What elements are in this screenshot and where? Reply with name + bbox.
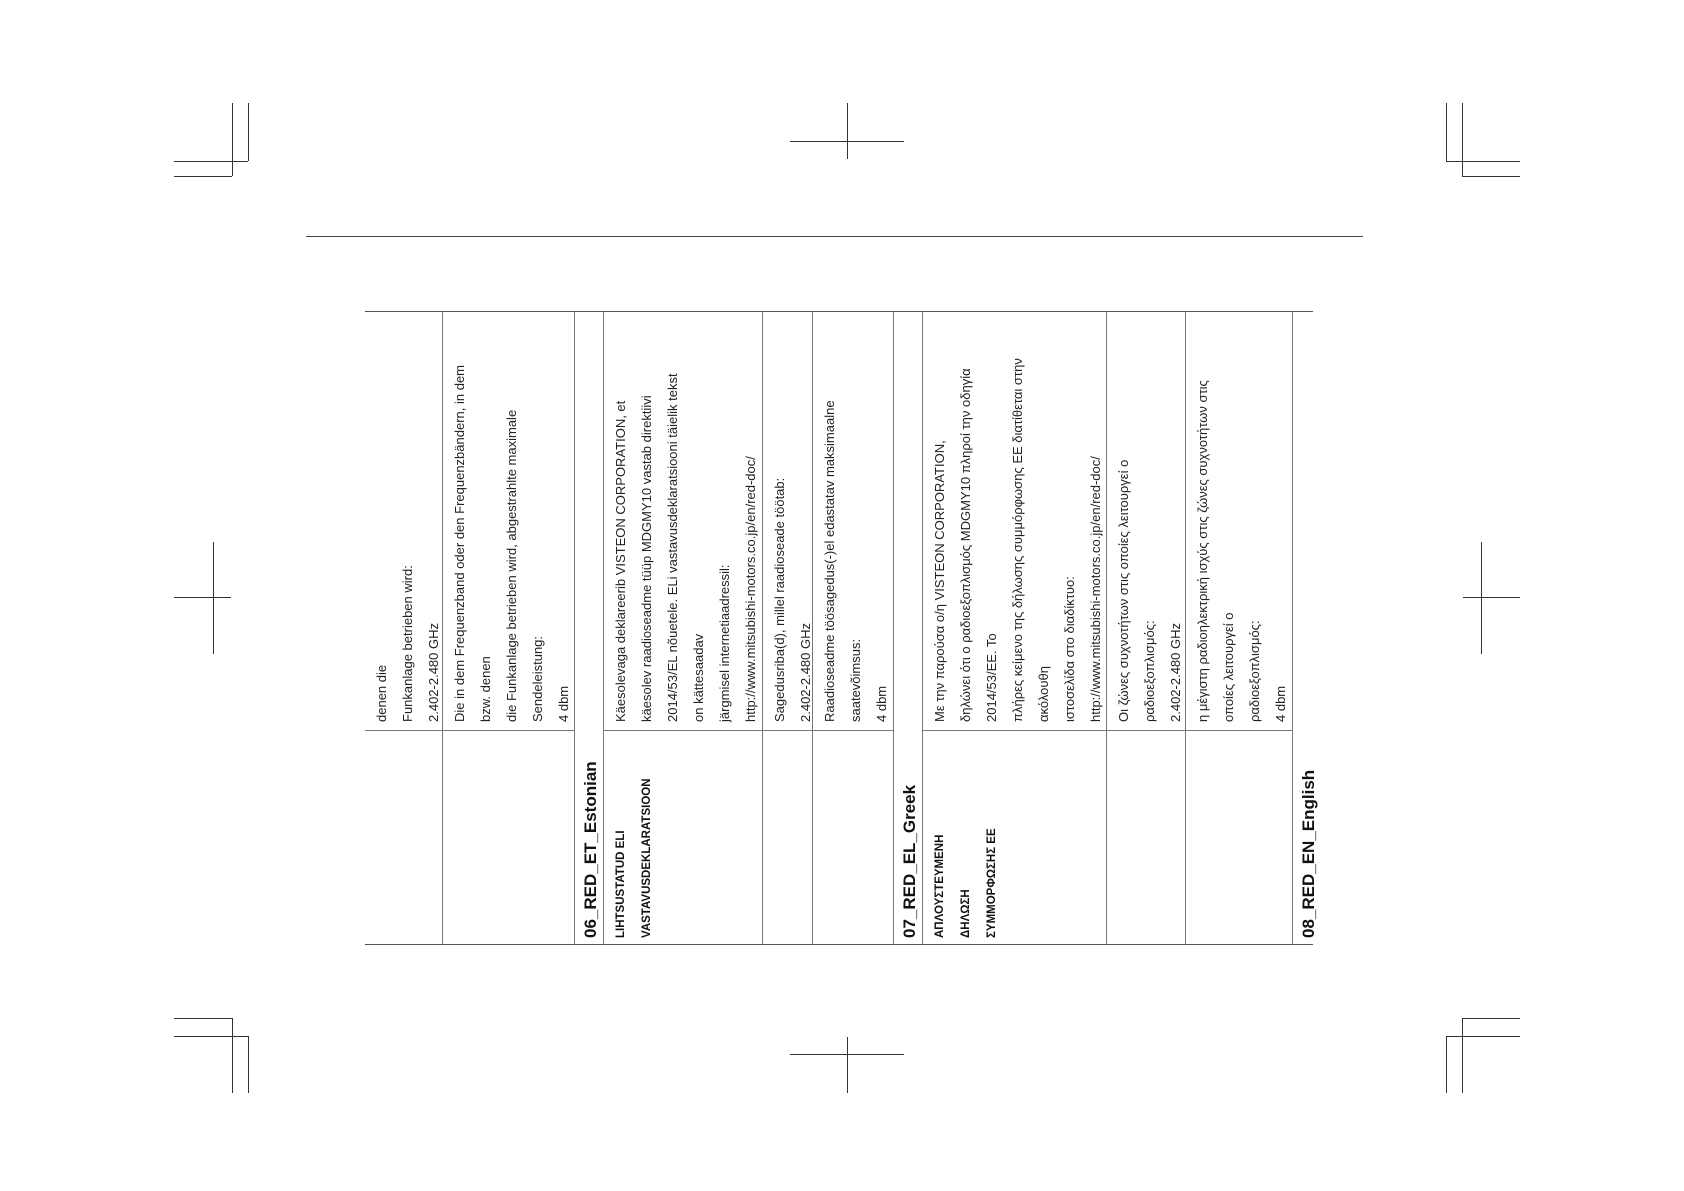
table-row-de-frequency bbox=[365, 312, 443, 944]
cell-line: η μέγιστη ραδιοηλεκτρική ισχύς στις ζώνες συχνοτήτων στις bbox=[1195, 380, 1210, 722]
cell-line: saatevõimsus: bbox=[848, 638, 863, 722]
table-row-de-power bbox=[443, 312, 575, 944]
cell-line: on kättesaadav bbox=[691, 633, 706, 722]
cell-line: Οι ζώνες συχνοτήτων στις οποίες λειτουργεί ο bbox=[1116, 459, 1131, 722]
table-row-el-power bbox=[1186, 312, 1293, 944]
cell-line: 2014/53/EL nõuetele. ELi vastavusdeklaratsiooni täielik tekst bbox=[665, 373, 680, 722]
cell-line: 2.402-2.480 GHz bbox=[798, 622, 813, 722]
cell-line: 4 dbm bbox=[556, 685, 571, 722]
table-row-et-frequency bbox=[763, 312, 813, 944]
row-label: LIHTSUSTATUD ELI bbox=[615, 830, 627, 938]
table-row-et-declaration bbox=[604, 312, 763, 944]
cell-line: 4 dbm bbox=[1273, 685, 1288, 722]
cell-line: Με την παρούσα ο/η VISTEON CORPORATION, bbox=[932, 440, 947, 722]
cell-line: οποίες λειτουργεί ο bbox=[1221, 612, 1236, 722]
cell-line: järgmisel internetiaadressil: bbox=[717, 564, 732, 722]
declaration-table-wrap bbox=[365, 311, 1318, 945]
section-header-greek bbox=[894, 312, 923, 944]
cell-line: Sendeleistung: bbox=[530, 635, 545, 722]
cell-line: πλήρες κείμενο της δήλωσης συμμόρφωσης ΕΕ διατίθεται στην bbox=[1010, 358, 1025, 722]
cell-line: Die in dem Frequenzband oder den Frequenzbändern, in dem bbox=[452, 364, 467, 722]
cell-line: 2.402-2.480 GHz bbox=[426, 622, 441, 722]
cell-line: Käesolevaga deklareerib VISTEON CORPORATION, et bbox=[613, 400, 628, 722]
row-label: ΔΗΛΩΣΗ bbox=[960, 889, 972, 938]
cell-line: Raadioseadme töösagedus(-)el edastatav maksimaalne bbox=[822, 400, 837, 722]
declaration-table bbox=[365, 311, 1318, 945]
section-title: 07_RED_EL_Greek bbox=[900, 784, 919, 938]
row-label: ΑΠΛΟΥΣΤΕΥΜΕΝΗ bbox=[934, 834, 946, 938]
cell-line: δηλώνει ότι ο ραδιοεξοπλισμός MDGMY10 πληροί την οδηγία bbox=[958, 368, 973, 722]
table-row-el-declaration bbox=[923, 312, 1107, 944]
cell-line: ακόλουθη bbox=[1036, 666, 1051, 722]
section-title: 08_RED_EN_English bbox=[1299, 769, 1318, 938]
cell-line: käesolev raadioseadme tüüp MDGMY10 vastab direktiivi bbox=[639, 395, 654, 722]
cell-line: 2014/53/ΕΕ. Το bbox=[984, 633, 999, 722]
cell-line: ραδιοεξοπλισμός: bbox=[1247, 620, 1262, 722]
cell-line: denen die bbox=[374, 664, 389, 722]
section-title: 06_RED_ET_Estonian bbox=[581, 761, 600, 938]
header-rule bbox=[306, 236, 1363, 237]
cell-line: bzw. denen bbox=[478, 656, 493, 722]
cell-line: Sagedusriba(d), millel raadioseade töötab: bbox=[772, 477, 787, 722]
cell-line: http://www.mitsubishi-motors.co.jp/en/red-doc/ bbox=[1088, 456, 1103, 722]
table-row-et-power bbox=[813, 312, 894, 944]
table-row-el-frequency bbox=[1107, 312, 1186, 944]
cell-line: http://www.mitsubishi-motors.co.jp/en/red-doc/ bbox=[743, 456, 758, 722]
cell-line: Funkanlage betrieben wird: bbox=[400, 565, 415, 722]
cell-line: die Funkanlage betrieben wird, abgestrahlte maximale bbox=[504, 409, 519, 722]
row-label: ΣΥΜΜΟΡΦΩΣΗΣ ΕΕ bbox=[986, 828, 998, 938]
cell-line: ιστοσελίδα στο διαδίκτυο: bbox=[1062, 576, 1077, 722]
cell-line: 4 dbm bbox=[874, 685, 889, 722]
cell-line: ραδιοεξοπλισμός: bbox=[1142, 620, 1157, 722]
row-label: VASTAVUSDEKLARATSIOON bbox=[641, 778, 653, 938]
section-header-english bbox=[1293, 312, 1318, 944]
cell-line: 2.402-2.480 GHz bbox=[1168, 622, 1183, 722]
section-header-estonian bbox=[575, 312, 604, 944]
